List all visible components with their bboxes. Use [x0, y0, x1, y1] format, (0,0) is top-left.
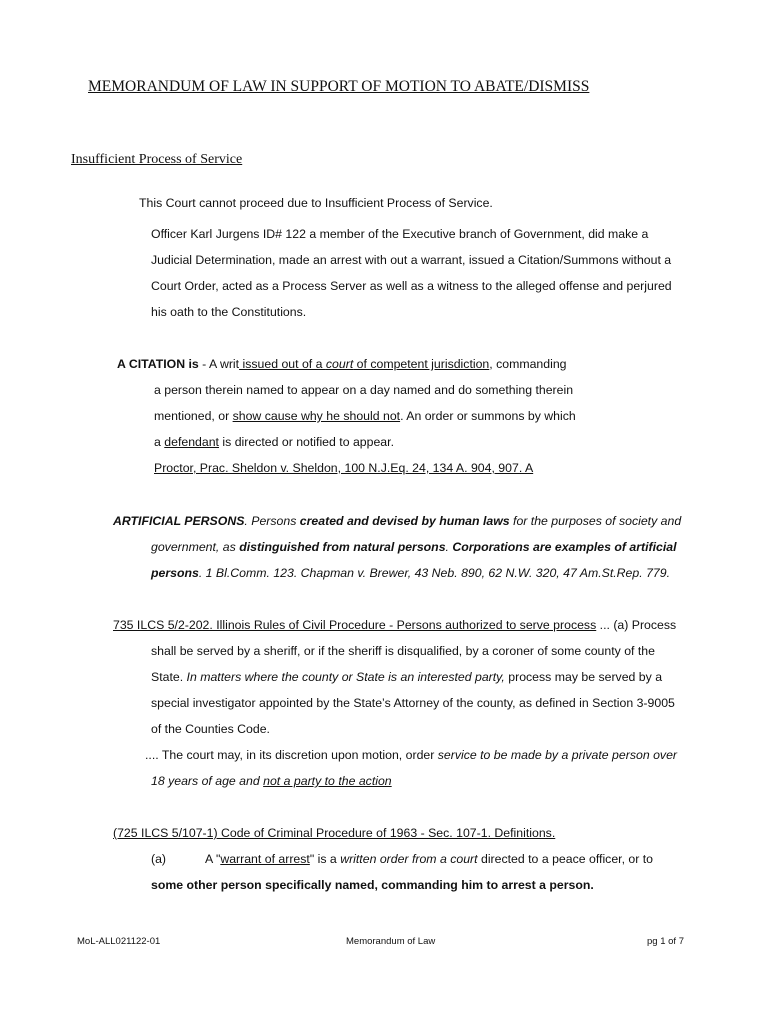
ilcs-line-1	[113, 617, 676, 633]
artificial-term: ARTIFICIAL PERSONS	[113, 514, 245, 528]
ilcs-italic: In matters where the county or State is an interested party,	[186, 670, 505, 684]
citation-line-3	[154, 408, 576, 424]
artificial-text: .	[445, 540, 453, 554]
criminal-warrant-term: warrant of arrest	[220, 852, 310, 866]
citation-text: mentioned, or	[154, 409, 233, 423]
artificial-bold: distinguished from natural persons	[239, 540, 446, 554]
citation-text: is directed or notified to appear.	[218, 435, 394, 449]
ilcs-line-7	[151, 773, 392, 789]
citation-source: Proctor, Prac. Sheldon v. Sheldon, 100 N.J.Eq. 24, 134 A. 904, 907. A	[154, 461, 534, 475]
ilcs-italic: service to be made by a private person over	[437, 748, 677, 762]
citation-court: court	[325, 357, 354, 371]
citation-show-cause: show cause why he should not	[232, 409, 401, 423]
citation-jurisdiction: of competent jurisdiction	[353, 357, 490, 371]
criminal-text: A "	[205, 852, 221, 866]
footer-page-number: pg 1 of 7	[647, 936, 684, 947]
artificial-bold: created and devised by human laws	[299, 514, 510, 528]
artificial-bold: persons	[151, 566, 199, 580]
citation-text: , commanding	[489, 357, 567, 371]
officer-line-1: Officer Karl Jurgens ID# 122 a member of the Executive branch of Government, did make a	[151, 227, 649, 241]
artificial-line-1	[113, 513, 681, 529]
criminal-item-label: (a)	[151, 852, 167, 866]
ilcs-line-6	[145, 747, 677, 763]
footer-doc-id: MoL-ALL021122-01	[77, 936, 161, 947]
criminal-line-2: some other person specifically named, commanding him to arrest a person.	[151, 878, 594, 892]
citation-defendant: defendant	[164, 435, 219, 449]
citation-text: a	[154, 435, 165, 449]
ilcs-line-3	[151, 669, 662, 685]
artificial-text: for the purposes of society and	[509, 514, 682, 528]
intro-text: This Court cannot proceed due to Insufficient Process of Service.	[139, 196, 493, 210]
artificial-line-3	[151, 565, 670, 581]
ilcs-citation: 735 ILCS 5/2-202. Illinois Rules of Civil Procedure - Persons authorized to serve process	[113, 618, 597, 632]
artificial-text: . Persons	[244, 514, 300, 528]
ilcs-italic: 18 years of age and	[151, 774, 264, 788]
ilcs-line-4: special investigator appointed by the State’s Attorney of the county, as defined in Section 3-9005	[151, 696, 675, 710]
ilcs-line-5: of the Counties Code.	[151, 722, 270, 736]
citation-underline: issued out of a	[239, 357, 326, 371]
officer-line-4: his oath to the Constitutions.	[151, 305, 307, 319]
ilcs-text: State.	[151, 670, 187, 684]
citation-line-1	[117, 356, 567, 372]
officer-line-3: Court Order, acted as a Process Server as well as a witness to the alleged offense and perjured	[151, 279, 672, 293]
criminal-text: " is a	[309, 852, 341, 866]
footer-title: Memorandum of Law	[346, 936, 436, 947]
artificial-text: . 1 Bl.Comm. 123. Chapman v. Brewer, 43 Neb. 890, 62 N.W. 320, 47 Am.St.Rep. 779.	[198, 566, 670, 580]
officer-line-2: Judicial Determination, made an arrest with out a warrant, issued a Citation/Summons without a	[151, 253, 672, 267]
artificial-bold: Corporations are examples of artificial	[452, 540, 677, 554]
criminal-text: directed to a peace officer, or to	[477, 852, 654, 866]
criminal-italic: written order from a court	[340, 852, 478, 866]
citation-line-2: a person therein named to appear on a day named and do something therein	[154, 383, 574, 397]
section-heading: Insufficient Process of Service	[71, 152, 243, 167]
citation-line-4	[154, 434, 394, 450]
citation-term: A CITATION is	[117, 357, 199, 371]
criminal-line-1-text	[205, 851, 653, 867]
artificial-line-2	[151, 539, 677, 555]
citation-text: - A writ	[198, 357, 240, 371]
ilcs-line-2: shall be served by a sheriff, or if the sheriff is disqualified, by a coroner of some county of the	[151, 644, 655, 658]
citation-text: . An order or summons by which	[400, 409, 576, 423]
ilcs-text: ... (a) Process	[596, 618, 677, 632]
document-title: MEMORANDUM OF LAW IN SUPPORT OF MOTION TO ABATE/DISMISS	[88, 78, 590, 95]
criminal-line-1	[151, 851, 166, 867]
ilcs-text: process may be served by a	[504, 670, 663, 684]
artificial-text: government, as	[151, 540, 240, 554]
criminal-heading: (725 ILCS 5/107-1) Code of Criminal Procedure of 1963 - Sec. 107-1. Definitions.	[113, 826, 556, 840]
ilcs-not-a-party: not a party to the action	[263, 774, 392, 788]
ilcs-text: .... The court may, in its discretion upon motion, order	[145, 748, 438, 762]
